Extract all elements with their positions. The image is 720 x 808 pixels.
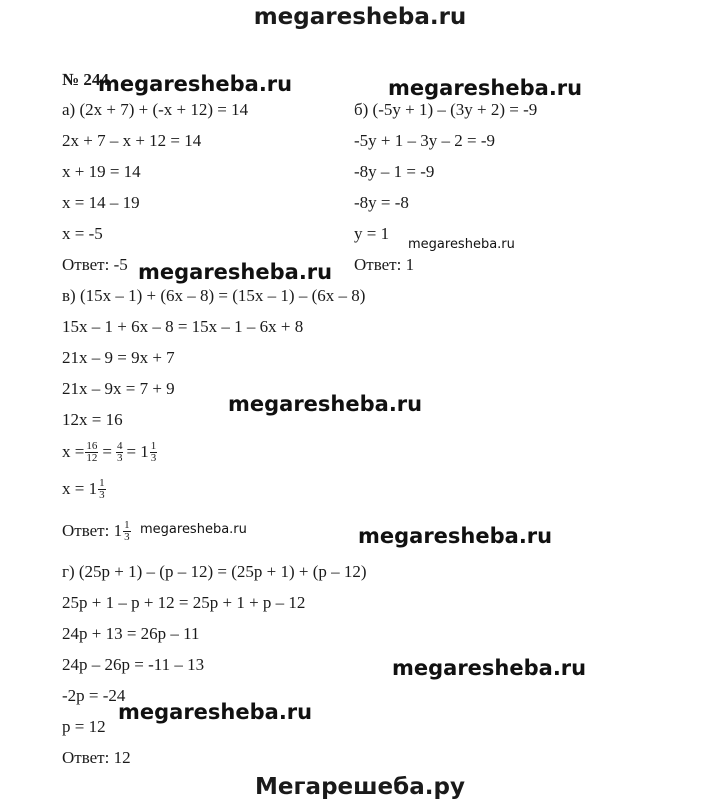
watermark: megaresheba.ru <box>138 260 333 284</box>
fraction-numerator: 1 <box>99 476 105 489</box>
watermark: megaresheba.ru <box>228 392 423 416</box>
part-a-line: а) (2x + 7) + (-x + 12) = 14 <box>62 100 249 119</box>
fraction-numerator: 1 <box>124 518 130 531</box>
fraction-line-prefix: x = <box>62 442 85 461</box>
equals-mixed: = 1 <box>126 442 149 461</box>
watermark: megaresheba.ru <box>408 237 515 252</box>
part-v-answer <box>62 516 132 546</box>
part-b-line: y = 1 <box>354 224 390 243</box>
part-a-answer: Ответ: -5 <box>62 255 128 274</box>
fraction-1-3 <box>98 478 106 501</box>
part-g-line: г) (25p + 1) – (p – 12) = (25p + 1) + (p – 12) <box>62 562 367 581</box>
result-prefix: x = 1 <box>62 479 98 498</box>
fraction-denominator: 3 <box>99 488 105 501</box>
answer-prefix: Ответ: 1 <box>62 521 123 540</box>
watermark: megaresheba.ru <box>388 76 583 100</box>
part-b-line: -8y – 1 = -9 <box>354 162 435 181</box>
fraction-numerator: 1 <box>150 439 157 452</box>
watermark: megaresheba.ru <box>98 72 293 96</box>
part-g-line: -2p = -24 <box>62 686 126 705</box>
part-a-line: x + 19 = 14 <box>62 162 141 181</box>
part-a-line: x = 14 – 19 <box>62 193 140 212</box>
part-v-result-line <box>62 474 107 504</box>
watermark: megaresheba.ru <box>358 524 553 548</box>
part-v-line: 15x – 1 + 6x – 8 = 15x – 1 – 6x + 8 <box>62 317 304 336</box>
fraction-denominator: 12 <box>86 451 98 464</box>
part-g-answer: Ответ: 12 <box>62 748 131 767</box>
fraction-16-12 <box>85 441 98 464</box>
part-v-line: 21x – 9 = 9x + 7 <box>62 348 175 367</box>
fraction-numerator: 16 <box>86 439 98 452</box>
part-b-line: -8y = -8 <box>354 193 409 212</box>
fraction-4-3 <box>116 441 124 464</box>
fraction-1-3 <box>150 441 158 464</box>
site-header: megaresheba.ru <box>253 4 467 30</box>
fraction-numerator: 4 <box>116 439 123 452</box>
part-g-line: 25p + 1 – p + 12 = 25p + 1 + p – 12 <box>62 593 306 612</box>
fraction-1-3 <box>123 520 131 543</box>
part-g-line: 24p – 26p = -11 – 13 <box>62 655 205 674</box>
part-g-line: 24p + 13 = 26p – 11 <box>62 624 200 643</box>
part-b-line: -5y + 1 – 3y – 2 = -9 <box>354 131 495 150</box>
part-a-line: x = -5 <box>62 224 103 243</box>
watermark: megaresheba.ru <box>118 700 313 724</box>
part-v-fraction-line <box>62 437 158 467</box>
problem-number: № 244 <box>62 70 109 89</box>
watermark: megaresheba.ru <box>392 656 587 680</box>
part-v-line: 21x – 9x = 7 + 9 <box>62 379 175 398</box>
watermark: megaresheba.ru <box>140 522 247 537</box>
equals-sign: = <box>102 442 112 461</box>
part-g-line: p = 12 <box>62 717 106 736</box>
part-v-line: в) (15x – 1) + (6x – 8) = (15x – 1) – (6x – 8) <box>62 286 366 305</box>
fraction-denominator: 3 <box>116 451 123 464</box>
part-v-line: 12x = 16 <box>62 410 123 429</box>
part-a-line: 2x + 7 – x + 12 = 14 <box>62 131 202 150</box>
part-b-answer: Ответ: 1 <box>354 255 415 274</box>
part-b-line: б) (-5y + 1) – (3y + 2) = -9 <box>354 100 538 119</box>
fraction-denominator: 3 <box>124 530 130 543</box>
site-footer: Мегарешеба.ру <box>255 774 465 800</box>
fraction-denominator: 3 <box>150 451 157 464</box>
